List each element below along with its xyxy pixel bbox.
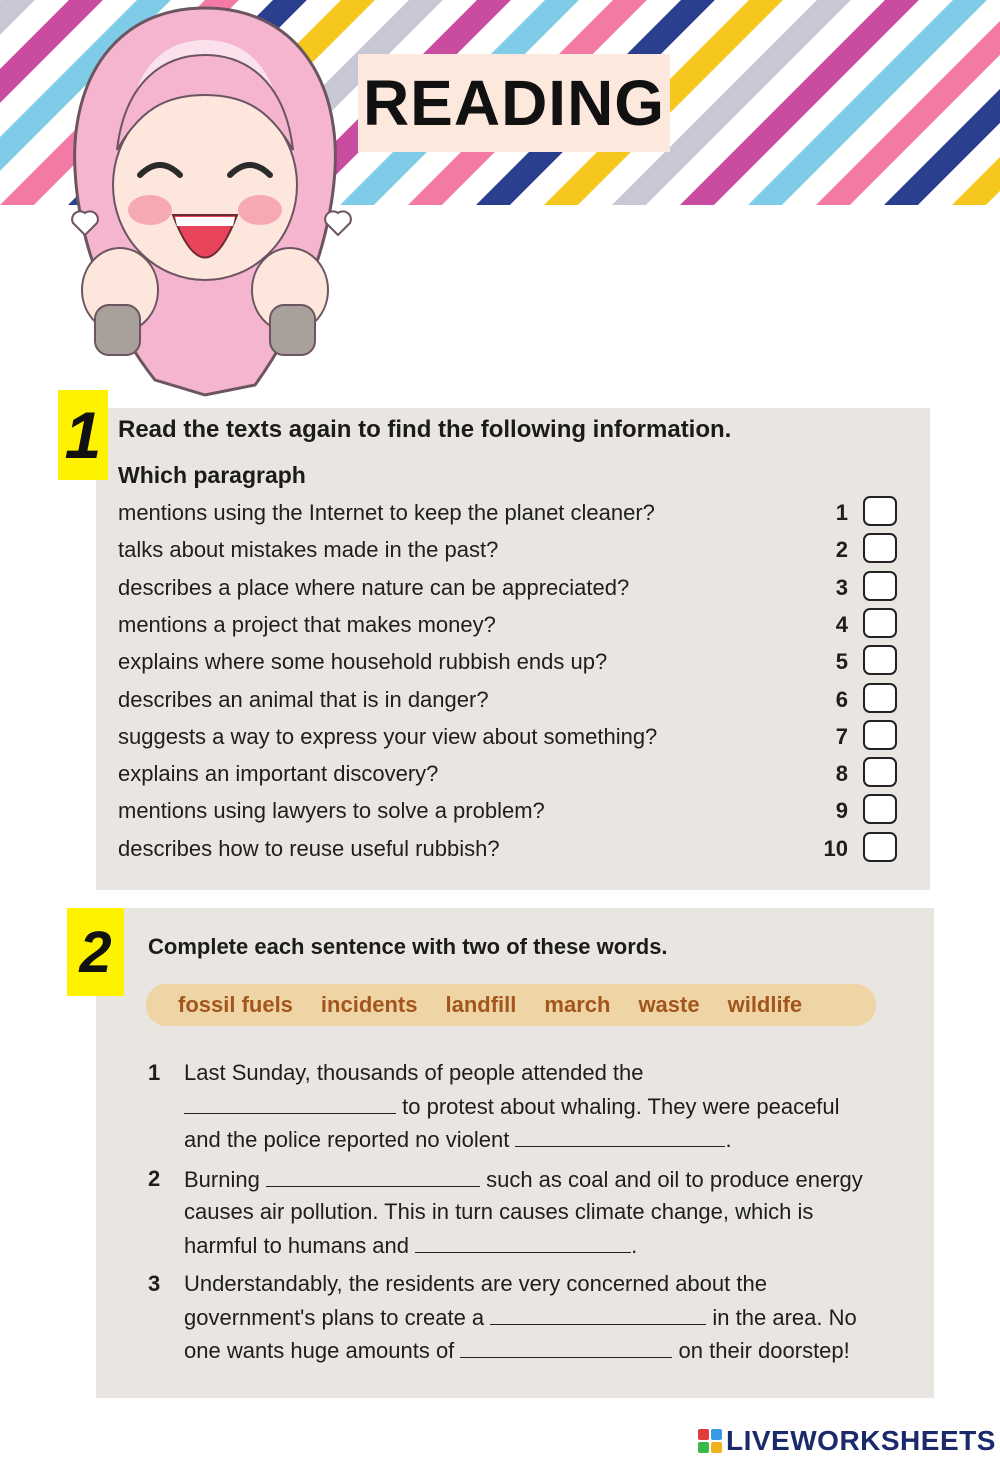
answer-box[interactable] <box>863 794 897 824</box>
answer-box[interactable] <box>863 757 897 787</box>
question-number: 2 <box>835 537 848 563</box>
sentence-number: 1 <box>148 1060 161 1085</box>
question-row <box>118 836 908 866</box>
exercise-2-heading: Complete each sentence with two of these words. <box>148 934 668 959</box>
answer-blank[interactable] <box>266 1166 480 1187</box>
word-bank-item: landfill <box>445 992 517 1017</box>
answer-box[interactable] <box>863 683 897 713</box>
sentence-line: . <box>631 1233 638 1258</box>
question-number: 7 <box>835 723 848 749</box>
question-number: 5 <box>835 649 848 675</box>
sentence-line: harmful to humans and <box>184 1233 410 1258</box>
word-bank-item: fossil fuels <box>178 992 293 1017</box>
answer-blank[interactable] <box>515 1126 725 1147</box>
answer-box[interactable] <box>863 533 897 563</box>
exercise-2-number: 2 <box>67 908 124 996</box>
question-text: describes an animal that is in danger? <box>118 686 489 712</box>
question-row <box>118 761 908 791</box>
question-number: 10 <box>823 835 848 861</box>
title-box <box>358 54 670 152</box>
answer-box[interactable] <box>863 496 897 526</box>
word-bank-item: incidents <box>320 992 418 1017</box>
sentence-line: and the police reported no violent <box>184 1127 510 1152</box>
question-text: mentions using the Internet to keep the planet cleaner? <box>118 500 655 525</box>
question-text: talks about mistakes made in the past? <box>118 537 499 563</box>
question-text: suggests a way to express your view about something? <box>118 723 658 749</box>
question-number: 8 <box>835 761 848 787</box>
answer-blank[interactable] <box>460 1337 672 1358</box>
word-bank-item: waste <box>638 992 700 1017</box>
question-number: 9 <box>835 798 848 824</box>
question-row <box>118 537 908 567</box>
sentence-line: . <box>725 1127 732 1152</box>
logo-square <box>711 1442 722 1453</box>
question-text: describes a place where nature can be appreciated? <box>118 574 630 600</box>
sentence-line: on their doorstep! <box>678 1338 850 1363</box>
question-text: describes how to reuse useful rubbish? <box>118 835 500 861</box>
question-row <box>118 798 908 828</box>
question-number: 6 <box>835 686 848 712</box>
question-text: explains where some household rubbish ends up? <box>118 649 608 675</box>
logo-square <box>698 1442 709 1453</box>
answer-box[interactable] <box>863 571 897 601</box>
answer-blank[interactable] <box>415 1232 631 1253</box>
sentence-3 <box>148 1271 928 1371</box>
question-number: 1 <box>835 500 848 525</box>
sentence-line: Burning <box>184 1167 260 1192</box>
logo-square <box>698 1429 709 1440</box>
exercise-1-number: 1 <box>58 390 108 480</box>
answer-blank[interactable] <box>490 1304 706 1325</box>
brand-name: LIVEWORKSHEETS <box>726 1425 996 1456</box>
question-text: mentions using lawyers to solve a problem? <box>118 798 545 824</box>
question-row <box>118 575 908 605</box>
logo-square <box>711 1429 722 1440</box>
sentence-number: 2 <box>148 1166 161 1191</box>
exercise-1-heading: Read the texts again to find the following information. <box>118 416 732 443</box>
liveworksheets-logo[interactable] <box>698 1424 996 1458</box>
sentence-line: in the area. No <box>712 1305 857 1330</box>
sentence-line: government's plans to create a <box>184 1305 485 1330</box>
question-row <box>118 500 908 530</box>
answer-box[interactable] <box>863 645 897 675</box>
question-row <box>118 649 908 679</box>
liveworksheets-icon <box>698 1429 722 1453</box>
question-number: 3 <box>835 574 848 600</box>
exercise-1-subheading: Which paragraph <box>118 462 306 488</box>
answer-box[interactable] <box>863 720 897 750</box>
sentence-line: such as coal and oil to produce energy <box>486 1167 863 1192</box>
sentence-line: to protest about whaling. They were peaceful <box>402 1094 840 1119</box>
question-row <box>118 612 908 642</box>
sentence-number: 3 <box>148 1271 161 1296</box>
mascot-illustration <box>55 0 365 400</box>
question-row <box>118 687 908 717</box>
sentence-line: causes air pollution. This in turn causes climate change, which is <box>184 1199 814 1224</box>
question-number: 4 <box>835 611 848 637</box>
sentence-2 <box>148 1166 928 1266</box>
sentence-line: one wants huge amounts of <box>184 1338 455 1363</box>
word-bank <box>146 984 876 1026</box>
answer-box[interactable] <box>863 832 897 862</box>
answer-blank[interactable] <box>184 1093 396 1114</box>
word-bank-item: march <box>544 992 611 1017</box>
sentence-line: Understandably, the residents are very concerned about the <box>184 1271 767 1296</box>
question-row <box>118 724 908 754</box>
word-bank-item: wildlife <box>727 992 803 1017</box>
page-title: READING <box>362 67 666 139</box>
answer-box[interactable] <box>863 608 897 638</box>
question-text: mentions a project that makes money? <box>118 611 496 637</box>
question-text: explains an important discovery? <box>118 761 439 787</box>
sentence-1 <box>148 1060 928 1160</box>
sentence-line: Last Sunday, thousands of people attended the <box>184 1060 644 1085</box>
